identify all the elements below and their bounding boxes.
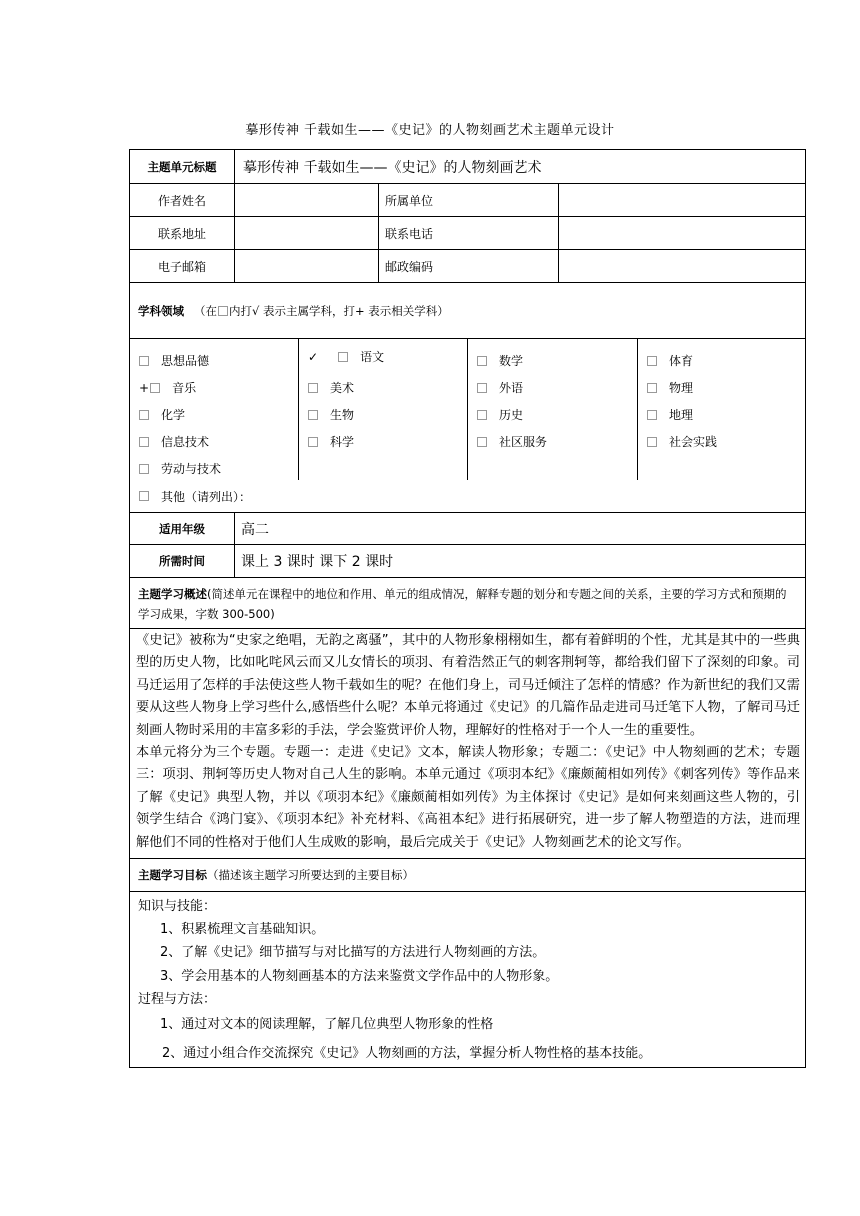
subject-label: 音乐 [172, 381, 197, 395]
subject-label: 美术 [330, 381, 355, 395]
checkmark-icon: ✓ [308, 349, 319, 364]
goals-hint: （描述该主题学习所要达到的主要目标） [207, 868, 414, 883]
subject-column-1 [130, 339, 299, 480]
checkbox-icon[interactable] [647, 356, 657, 366]
process-item: 2、通过小组合作交流探究《史记》人物刻画的方法，掌握分析人物性格的基本技能。 [162, 1046, 652, 1062]
goals-header [130, 859, 805, 892]
grade-label: 适用年级 [130, 513, 235, 544]
subject-option[interactable] [477, 428, 637, 455]
subject-label: 思想品德 [161, 354, 210, 368]
goals-text[interactable] [130, 892, 805, 1067]
subject-area-header [130, 283, 805, 339]
address-label: 联系地址 [130, 217, 235, 249]
checkbox-icon[interactable] [338, 352, 348, 362]
checkbox-icon[interactable] [647, 437, 657, 447]
checkbox-icon[interactable] [139, 356, 149, 366]
subject-option[interactable] [647, 374, 805, 401]
checkbox-icon[interactable] [139, 491, 149, 501]
info-row-author [130, 184, 805, 217]
subject-option[interactable] [477, 374, 637, 401]
theme-title-row [130, 150, 805, 184]
subject-label: 科学 [330, 435, 355, 449]
subject-label: 地理 [669, 408, 694, 422]
time-value[interactable]: 课上 3 课时 课下 2 课时 [241, 554, 394, 570]
subject-option[interactable] [139, 428, 298, 455]
checkbox-icon[interactable] [139, 410, 149, 420]
plus-mark: + [139, 380, 150, 395]
other-subject-row[interactable] [130, 480, 805, 513]
subject-label: 体育 [669, 354, 694, 368]
checkbox-icon[interactable] [647, 410, 657, 420]
checkbox-icon[interactable] [308, 410, 318, 420]
checkbox-icon[interactable] [139, 464, 149, 474]
info-row-address [130, 217, 805, 250]
process-item: 1、通过对文本的阅读理解，了解几位典型人物形象的性格 [160, 1017, 494, 1033]
theme-title-label: 主题单元标题 [130, 150, 235, 183]
overview-text[interactable] [130, 629, 805, 859]
subject-label: 社会实践 [669, 435, 718, 449]
checkbox-icon[interactable] [308, 437, 318, 447]
subject-column-4 [638, 339, 805, 480]
subject-option[interactable] [477, 347, 637, 374]
grade-value[interactable]: 高二 [241, 521, 269, 538]
subject-area-hint-pre: （在 [194, 303, 217, 318]
subject-label: 信息技术 [161, 435, 210, 449]
subject-option[interactable] [308, 343, 467, 370]
subject-option[interactable] [139, 401, 298, 428]
checkbox-icon[interactable] [647, 383, 657, 393]
address-field[interactable] [235, 217, 379, 249]
phone-field[interactable] [559, 217, 805, 249]
subject-option[interactable] [139, 455, 298, 482]
knowledge-heading: 知识与技能： [138, 899, 217, 915]
knowledge-item: 3、学会用基本的人物刻画基本的方法来鉴赏文学作品中的人物形象。 [160, 968, 559, 984]
subject-column-3 [468, 339, 638, 480]
subject-option[interactable] [308, 374, 467, 401]
overview-hint: (简述单元在课程中的地位和作用、单元的组成情况，解释专题的划分和专题之间的关系，主要的学习方式和预期的学习成果，字数 300-500) [138, 587, 787, 621]
checkbox-icon[interactable] [477, 383, 487, 393]
postcode-field[interactable] [559, 250, 805, 282]
checkbox-icon[interactable] [477, 437, 487, 447]
unit-label: 所属单位 [379, 184, 559, 216]
subject-grid [130, 339, 805, 480]
unit-field[interactable] [559, 184, 805, 216]
time-label: 所需时间 [130, 545, 235, 577]
subject-label: 数学 [499, 354, 524, 368]
overview-label: 主题学习概述 [138, 587, 207, 601]
checkbox-icon[interactable] [477, 410, 487, 420]
subject-option[interactable] [647, 428, 805, 455]
subject-area-hint: 内打√ 表示主属学科，打+ 表示相关学科） [229, 303, 449, 318]
subject-label: 社区服务 [499, 435, 548, 449]
email-label: 电子邮箱 [130, 250, 235, 282]
grade-row [130, 513, 805, 545]
subject-label: 历史 [499, 408, 524, 422]
postcode-label: 邮政编码 [379, 250, 559, 282]
email-field[interactable] [235, 250, 379, 282]
subject-option[interactable] [308, 401, 467, 428]
subject-option[interactable] [647, 401, 805, 428]
subject-label: 化学 [161, 408, 186, 422]
time-row [130, 545, 805, 578]
checkbox-icon[interactable] [150, 383, 160, 393]
goals-label: 主题学习目标 [138, 868, 207, 883]
overview-paragraph-2: 本单元将分为三个专题。专题一：走进《史记》文本，解读人物形象；专题二：《史记》中人物刻画的艺术；专题三：项羽、荆轲等历史人物对自己人生的影响。本单元通过《项羽本纪》《廉颇蔺相如列传》《刺客列传》等作品来了解《史记》典型人物，并以《项羽本纪》《廉颇蔺相如列传》为主体探讨《史记》是如何来刻画这些人物的，引领学生结合《鸿门宴》、《项羽本纪》补充材料、《高祖本纪》进行拓展研究，进一步了解人物塑造的方法，进而理解他们不同的性格对于他们人生成败的影响，最后完成关于《史记》人物刻画艺术的论文写作。 [136, 745, 800, 850]
subject-label: 外语 [499, 381, 524, 395]
overview-paragraph-1: 《史记》被称为“史家之绝唱，无韵之离骚”，其中的人物形象栩栩如生，都有着鲜明的个性，尤其是其中的一些典型的历史人物，比如叱咤风云而又儿女情长的项羽、有着浩然正气的刺客荆轲等，都给我们留下了深刻的印象。司马迁运用了怎样的手法使这些人物千载如生的呢？在他们身上，司马迁倾注了怎样的情感？作为新世纪的我们又需要从这些人物身上学习些什么,感悟些什么呢？本单元将通过《史记》的几篇作品走进司马迁笔下人物，了解司马迁刻画人物时采用的丰富多彩的手法，学会鉴赏评价人物，理解好的性格对于一个人一生的重要性。 [136, 633, 800, 738]
phone-label: 联系电话 [379, 217, 559, 249]
checkbox-icon[interactable] [477, 356, 487, 366]
subject-option[interactable] [308, 428, 467, 455]
subject-option[interactable] [139, 374, 298, 401]
process-heading: 过程与方法： [138, 991, 217, 1007]
other-subject-label: 其他（请列出）： [161, 489, 252, 504]
subject-label: 语文 [360, 350, 385, 364]
knowledge-item: 1、积累梳理文言基础知识。 [160, 922, 325, 938]
author-label: 作者姓名 [130, 184, 235, 216]
subject-area-label: 学科领域 [138, 303, 184, 318]
author-field[interactable] [235, 184, 379, 216]
theme-title-value[interactable]: 摹形传神 千载如生——《史记》的人物刻画艺术 [243, 159, 542, 176]
subject-option[interactable] [477, 401, 637, 428]
subject-label: 生物 [330, 408, 355, 422]
checkbox-legend-icon [218, 306, 228, 316]
subject-column-2 [299, 339, 468, 480]
subject-label: 物理 [669, 381, 694, 395]
page-title: 摹形传神 千载如生——《史记》的人物刻画艺术主题单元设计 [245, 123, 615, 138]
info-row-email [130, 250, 805, 283]
subject-option[interactable] [139, 347, 298, 374]
subject-label: 劳动与技术 [161, 462, 222, 476]
overview-header [130, 578, 805, 629]
checkbox-icon[interactable] [139, 437, 149, 447]
knowledge-item: 2、了解《史记》细节描写与对比描写的方法进行人物刻画的方法。 [160, 945, 546, 961]
design-table [129, 149, 806, 1068]
subject-option[interactable] [647, 347, 805, 374]
checkbox-icon[interactable] [308, 383, 318, 393]
